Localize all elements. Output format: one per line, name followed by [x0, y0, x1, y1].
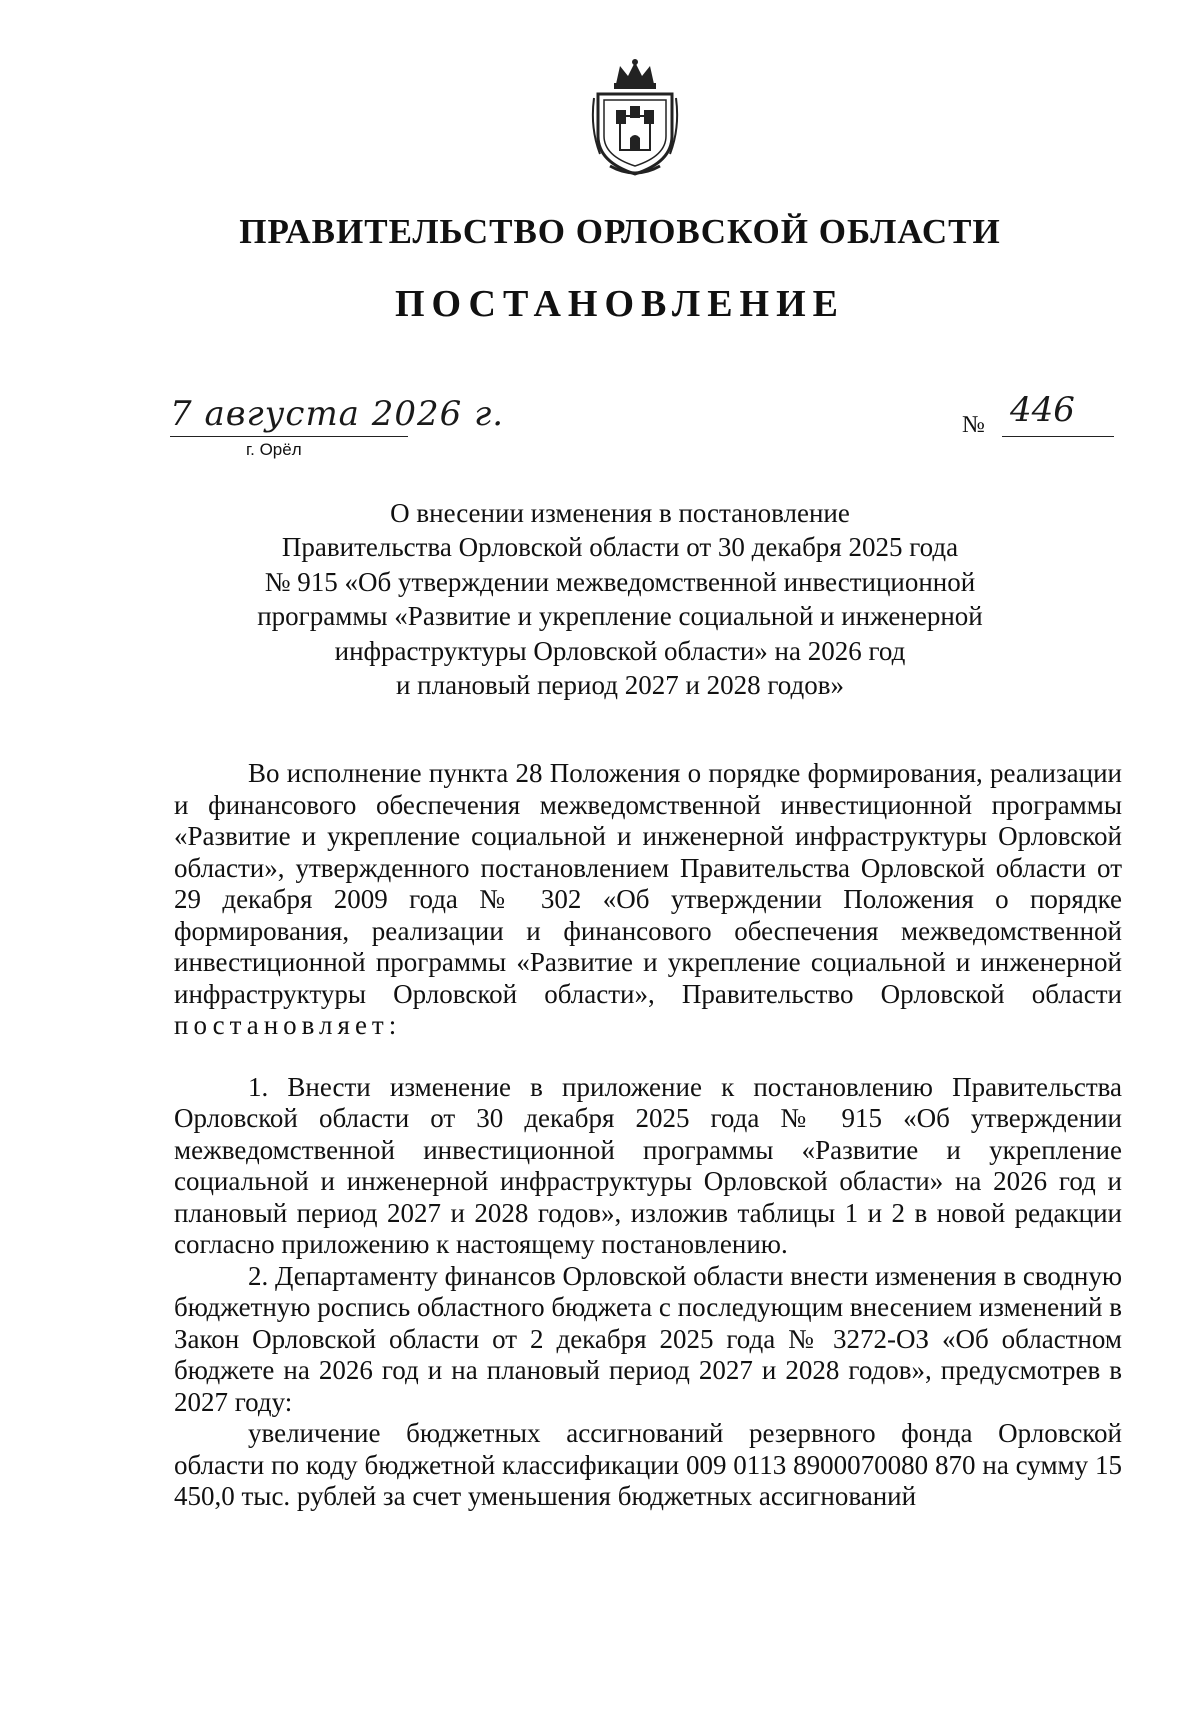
subject-line: Правительства Орловской области от 30 декабря 2025 года [281, 532, 959, 563]
item-2-subparagraph: увеличение бюджетных ассигнований резервного фонда Орловской области по коду бюджетной классификации 009 0113 8900070080 870 на сумму 15 450,0 тыс. рублей за счет уменьшения бюджетных ассигнований [174, 1418, 1122, 1511]
subject-line: и плановый период 2027 и 2028 годов» [395, 670, 845, 701]
item-1-paragraph: 1. Внести изменение в приложение к постановлению Правительства Орловской области от 30 декабря 2025 года № 915 «Об утверждении межведомственной инвестиционной программы «Развитие и укрепление социальной и инженерной инфраструктуры Орловской области» на 2026 год и плановый период 2027 и 2028 годов», изложив таблицы 1 и 2 в новой редакции согласно приложению к настоящему постановлению. [174, 1071, 1122, 1259]
coat-of-arms-icon [590, 58, 680, 176]
paragraph-gap [174, 1042, 1122, 1072]
handwritten-number: 446 [1010, 390, 1075, 430]
document-body [174, 758, 1122, 1513]
preamble-text: Во исполнение пункта 28 Положения о порядке формирования, реализации и финансового обеспечения межведомственной инвестиционной программы «Развитие и укрепление социальной и инженерной инфраструктуры Орловской области», утвержденного постановлением Правительства Орловской области от 29 декабря 2009 года № 302 «Об утверждении Положения о порядке формирования, реализации и финансового обеспечения межведомственной инвестиционной программы «Развитие и укрепление социальной и инженерной инфраструктуры Орловской области», Правительство Орловской области [174, 758, 1122, 1009]
number-underline [1002, 436, 1114, 437]
subject-line: № 915 «Об утверждении межведомственной инвестиционной [264, 566, 976, 597]
date-underline [170, 436, 408, 437]
item-2-paragraph: 2. Департаменту финансов Орловской области внести изменения в сводную бюджетную роспись областного бюджета с последующим внесением изменений в Закон Орловской области от 2 декабря 2025 года № 3272-ОЗ «Об областном бюджете на 2026 год и на плановый период 2027 и 2028 годов», предусмотрев в 2027 году: [174, 1260, 1122, 1417]
subject-line: инфраструктуры Орловской области» на 2026 год [334, 635, 906, 666]
government-title: ПРАВИТЕЛЬСТВО ОРЛОВСКОЙ ОБЛАСТИ [239, 212, 1001, 251]
subject-line: программы «Развитие и укрепление социальной и инженерной [257, 601, 983, 632]
city-label: г. Орёл [246, 440, 302, 459]
document-type-title: ПОСТАНОВЛЕНИЕ [394, 283, 846, 325]
number-label: № [962, 412, 985, 438]
document-subject [230, 496, 1010, 702]
preamble-paragraph [174, 758, 1122, 1042]
resolves-word: постановляет: [174, 1010, 402, 1040]
subject-line: О внесении изменения в постановление [390, 498, 850, 528]
handwritten-date: 7 августа 2026 г. [170, 394, 505, 434]
